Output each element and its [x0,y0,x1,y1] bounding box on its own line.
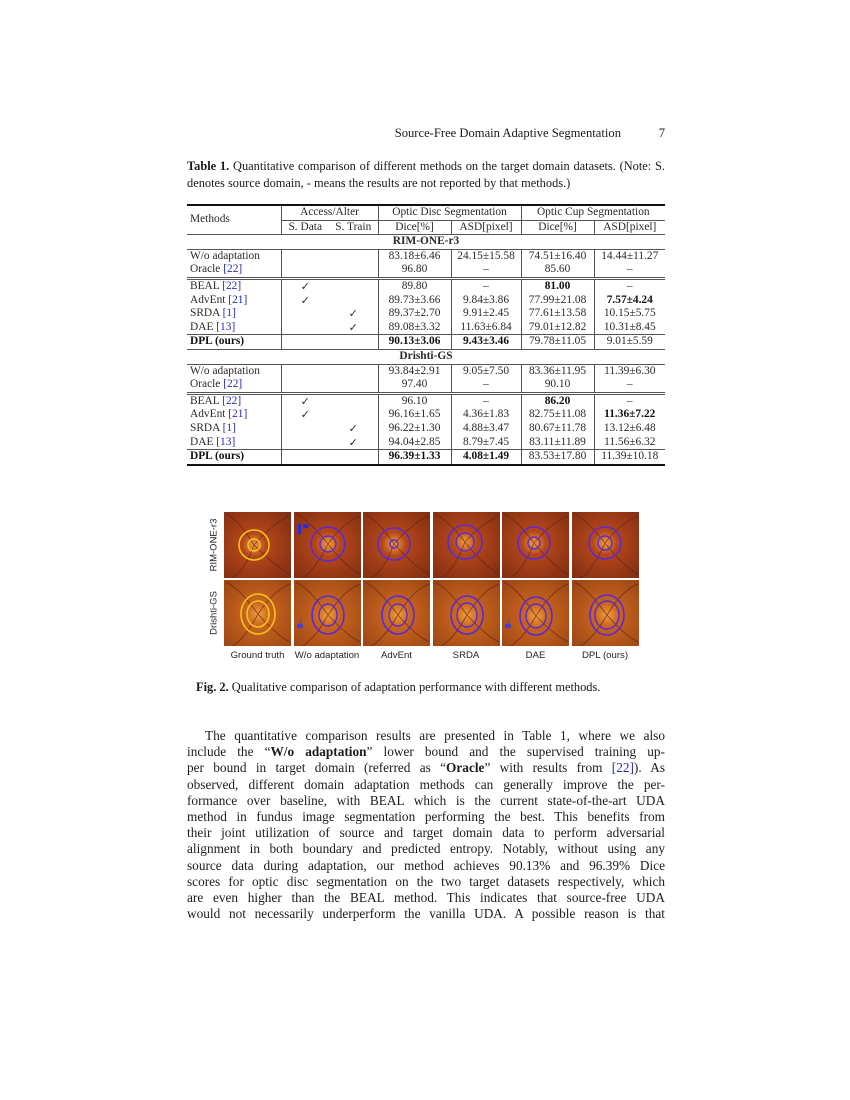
od-asd-cell: – [451,378,521,393]
fundus-image-tile [363,512,430,578]
od-dice-cell: 96.16±1.65 [378,408,451,422]
figure-column-label: W/o adaptation [294,650,360,661]
table-row [187,436,665,450]
table-row [187,422,665,436]
check-icon: ✓ [329,436,378,450]
table-row [187,294,665,308]
oc-dice-cell: 79.01±12.82 [521,321,594,335]
text-line: per bound in target domain (referred as “Oracle” with results from [22]). As [187,760,666,776]
fundus-image-tile [572,512,639,578]
oc-dice-cell: 79.78±11.05 [521,335,594,350]
check-icon: ✓ [329,422,378,436]
header-od-dice: Dice[%] [378,220,451,235]
running-head-title: Source-Free Domain Adaptive Segmentation [394,126,621,140]
results-table [187,204,665,466]
fundus-image-tile [294,512,361,578]
citation-link[interactable]: [13] [216,435,236,448]
empty-cell [329,263,378,278]
citation-link[interactable]: [1] [222,307,236,320]
method-name: SRDA [1] [187,422,281,436]
od-asd-cell: – [451,278,521,293]
od-dice-cell: 96.39±1.33 [378,450,451,465]
empty-cell [281,422,329,436]
method-name: BEAL [22] [187,278,281,293]
fundus-image-tile [433,580,500,646]
table-caption-label: Table 1. [187,159,230,173]
header-oc-dice: Dice[%] [521,220,594,235]
figure-caption-text: Qualitative comparison of adaptation performance with different methods. [228,680,601,694]
header-optic-cup: Optic Cup Segmentation [521,205,665,220]
text-line: source data during adaptation, our method achieves 90.13% and 96.39% Dice [187,857,665,873]
citation-link[interactable]: [13] [216,320,236,333]
oc-asd-cell: 11.39±10.18 [594,450,665,465]
oc-dice-cell: 80.67±11.78 [521,422,594,436]
oc-dice-cell: 74.51±16.40 [521,249,594,263]
oc-asd-cell: 9.01±5.59 [594,335,665,350]
figure-column-label: DPL (ours) [581,650,629,661]
section-header-row [187,235,665,250]
fundus-image-tile [363,580,430,646]
method-name: SRDA [1] [187,307,281,321]
empty-cell [329,408,378,422]
oc-asd-cell: – [594,393,665,408]
header-methods: Methods [187,205,281,235]
table-row [187,408,665,422]
check-icon: ✓ [300,293,310,307]
od-dice-cell: 96.22±1.30 [378,422,451,436]
od-dice-cell: 89.08±3.32 [378,321,451,335]
fundus-image-tile [502,580,569,646]
oc-dice-cell: 86.20 [521,393,594,408]
figure-column-label: Ground truth [230,650,285,661]
od-asd-cell: – [451,263,521,278]
oc-asd-cell: – [594,278,665,293]
citation-link[interactable]: [22] [222,279,242,292]
oc-asd-cell: – [626,378,633,391]
figure-row-label: RIM-ONE-r3 [208,518,220,572]
table-row [187,321,665,335]
od-dice-cell: 90.13±3.06 [378,335,451,350]
figure-caption-label: Fig. 2. [196,680,229,694]
citation-link[interactable]: [22] [222,394,242,407]
method-name: W/o adaptation [187,364,281,378]
empty-cell [281,335,329,350]
method-name: DAE [13] [187,436,281,450]
header-od-asd: ASD[pixel] [451,220,521,235]
oc-dice-cell: 82.75±11.08 [521,408,594,422]
figure-row-label: Drishti-GS [208,591,220,635]
method-name: BEAL [22] [187,393,281,408]
text-line: scores for optic disc segmentation on the two target datasets respectively, which [187,873,665,889]
oc-dice-cell: 81.00 [521,278,594,293]
table-row [187,278,665,293]
section-title: RIM-ONE-r3 [187,235,665,250]
table-row [187,249,665,263]
empty-cell [329,393,378,408]
oc-asd-cell: 11.56±6.32 [604,435,656,448]
table-row [187,263,665,278]
od-asd-cell: 4.88±3.47 [451,422,521,436]
method-name: Oracle [22] [187,378,281,393]
section-header-row [187,349,665,364]
text-line: include the “W/o adaptation” lower bound and the supervised training up- [187,744,665,760]
table-caption [187,158,665,192]
oc-asd-cell: 7.57±4.24 [606,293,653,306]
oc-asd-cell: 14.44±11.27 [594,249,665,263]
oc-dice-cell: 83.11±11.89 [521,436,594,450]
oc-dice-cell: 83.53±17.80 [521,450,594,465]
empty-cell [329,294,378,308]
figure-column-label: SRDA [452,650,480,661]
check-icon: ✓ [281,278,329,293]
citation-link[interactable]: [1] [222,421,236,434]
od-dice-cell: 83.18±6.46 [378,249,451,263]
body-paragraph [187,728,665,922]
section-title: Drishti-GS [187,349,665,364]
empty-cell [281,263,329,278]
oc-dice-cell: 83.36±11.95 [521,364,594,378]
method-name: W/o adaptation [187,249,281,263]
oc-dice-cell: 77.99±21.08 [521,294,594,308]
empty-cell [281,321,329,335]
method-name: DPL (ours) [187,335,281,350]
check-icon: ✓ [329,321,378,335]
text-line: their joint utilization of source and target domain data to perform adversarial [187,825,665,841]
od-asd-cell: 11.63±6.84 [451,321,521,335]
figure-column-label: DAE [525,650,546,661]
method-name: DPL (ours) [187,450,281,465]
table-row [187,335,665,350]
method-name: DAE [13] [187,321,281,335]
running-head [187,126,665,142]
method-name: Oracle [22] [187,263,281,278]
oc-asd-cell: 11.36±7.22 [604,408,656,421]
header-optic-disc: Optic Disc Segmentation [378,205,521,220]
od-asd-cell: 4.36±1.83 [451,408,521,422]
text-line: The quantitative comparison results are presented in Table 1, where we also [205,728,665,743]
oc-asd-cell: 11.39±6.30 [594,364,665,378]
check-icon: ✓ [281,393,329,408]
od-dice-cell: 94.04±2.85 [378,436,451,450]
oc-dice-cell: 77.61±13.58 [521,307,594,321]
empty-cell [281,436,329,450]
check-icon: ✓ [300,408,310,422]
od-asd-cell: 4.08±1.49 [451,450,521,465]
oc-asd-cell: 10.15±5.75 [603,307,656,320]
header-oc-asd: ASD[pixel] [603,220,657,233]
empty-cell [281,378,329,393]
empty-cell [281,364,329,378]
oc-asd-cell: 10.31±8.45 [603,320,656,333]
od-dice-cell: 89.37±2.70 [378,307,451,321]
table-row [187,378,665,393]
od-dice-cell: 97.40 [378,378,451,393]
header-s-data: S. Data [288,220,323,233]
text-line: method in fundus image segmentation performing the best. This benefits from [187,808,665,824]
text-line: would not necessarily underperform the vanilla UDA. A possible reason is that [187,906,665,922]
figure-column-label: AdvEnt [381,650,412,661]
od-dice-cell: 93.84±2.91 [378,364,451,378]
empty-cell [281,249,329,263]
table-body [187,235,665,465]
text-line: are even higher than the BEAL method. This indicates that source-free UDA [187,889,665,905]
citation-link[interactable]: [21] [228,408,248,421]
empty-cell [329,364,378,378]
od-asd-cell: 24.15±15.58 [451,249,521,263]
qualitative-figure [206,512,646,662]
od-asd-cell: 9.91±2.45 [451,307,521,321]
od-asd-cell: 9.43±3.46 [451,335,521,350]
empty-cell [329,378,378,393]
citation-link[interactable]: [21] [228,293,248,306]
empty-cell [281,307,329,321]
header-access-alter: Access/Alter [281,205,378,220]
text-line: formance over baseline, with BEAL which is the current state-of-the-art UDA [187,792,665,808]
empty-cell [329,278,378,293]
empty-cell [329,249,378,263]
od-asd-cell: – [451,393,521,408]
citation-link[interactable]: [22] [223,263,243,276]
empty-cell [329,335,378,350]
method-name: AdvEnt [21] [187,408,281,422]
oc-asd-cell: – [626,263,633,276]
od-asd-cell: 8.79±7.45 [451,436,521,450]
fundus-image-tile [294,580,361,646]
fundus-image-tile [224,580,291,646]
od-dice-cell: 96.10 [378,393,451,408]
od-dice-cell: 96.80 [378,263,451,278]
table-row [187,393,665,408]
text-line: observed, different domain adaptation methods can generally improve the per- [187,776,665,792]
empty-cell [329,450,378,465]
text-line: alignment in both boundary and predicted entropy. Notably, without using any [187,841,665,857]
empty-cell [281,450,329,465]
table-row [187,364,665,378]
table-row [187,450,665,465]
fundus-image-tile [502,512,569,578]
header-s-train: S. Train [329,220,378,235]
citation-link[interactable]: [22] [223,378,243,391]
od-dice-cell: 89.73±3.66 [378,294,451,308]
oc-asd-cell: 13.12±6.48 [603,421,656,434]
od-asd-cell: 9.84±3.86 [451,294,521,308]
table-caption-text: Quantitative comparison of different methods on the target domain datasets. (Note: S. denotes source domain, - means the results are not reported by that methods.) [187,159,666,190]
fundus-image-tile [224,512,291,578]
method-name: AdvEnt [21] [187,294,281,308]
figure-caption [196,680,666,695]
oc-dice-cell: 85.60 [521,263,594,278]
citation-link[interactable]: [22] [611,760,634,776]
fundus-image-tile [572,580,639,646]
fundus-image-tile [433,512,500,578]
table-row [187,307,665,321]
od-dice-cell: 89.80 [378,278,451,293]
check-icon: ✓ [329,307,378,321]
page-number: 7 [658,126,665,140]
oc-dice-cell: 90.10 [521,378,594,393]
od-asd-cell: 9.05±7.50 [451,364,521,378]
